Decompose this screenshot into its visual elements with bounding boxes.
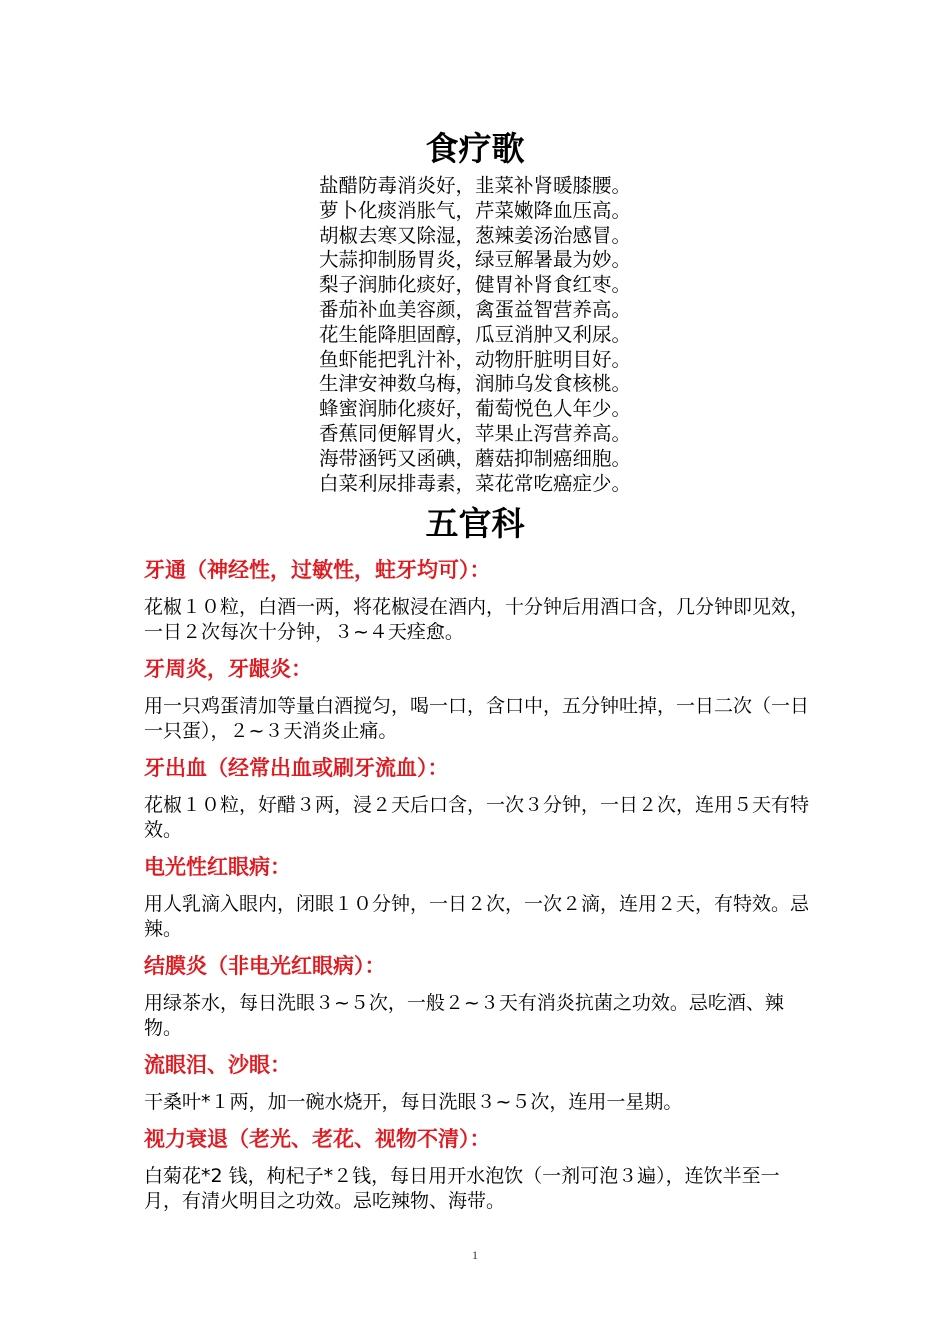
remedy-body: 干桑叶*１两，加一碗水烧开，每日洗眼３~５次，连用一星期。 bbox=[144, 1091, 683, 1113]
remedy-body: 用绿茶水，每日洗眼３~５次，一般２~３天有消炎抗菌之功效。忌吃酒、辣物。 bbox=[144, 992, 784, 1039]
poem-line: 梨子润肺化痰好，健胃补肾食红枣。 bbox=[318, 273, 631, 297]
remedy-entry bbox=[144, 951, 814, 1041]
page-number: 1 bbox=[472, 1248, 478, 1262]
poem-line: 大蒜抑制肠胃炎，绿豆解暑最为妙。 bbox=[318, 248, 631, 272]
remedy-entry bbox=[144, 654, 814, 744]
remedy-body: 用一只鸡蛋清加等量白酒搅匀，喝一口，含口中，五分钟吐掉，一日二次（一日一只蛋），２~３天消炎止痛。 bbox=[144, 695, 810, 742]
remedy-body: 花椒１０粒，白酒一两，将花椒浸在酒内，十分钟后用酒口含，几分钟即见效，一日２次每次十分钟，３~４天痊愈。 bbox=[144, 596, 810, 643]
remedy-heading: 结膜炎（非电光红眼病）： bbox=[144, 954, 386, 978]
remedy-heading: 牙出血（经常出血或刷牙流血）： bbox=[144, 756, 449, 780]
remedy-entry bbox=[144, 852, 814, 942]
food-therapy-poem bbox=[0, 174, 950, 496]
poem-line: 盐醋防毒消炎好，韭菜补肾暖膝腰。 bbox=[318, 174, 631, 197]
poem-line: 生津安神数乌梅，润肺乌发食核桃。 bbox=[318, 372, 631, 396]
remedy-entry bbox=[144, 1050, 814, 1115]
poem-line: 胡椒去寒又除湿，葱辣姜汤治感冒。 bbox=[318, 223, 631, 247]
remedy-heading: 电光性红眼病： bbox=[144, 855, 291, 879]
remedy-heading: 牙通（神经性，过敏性，蛀牙均可）： bbox=[144, 558, 491, 582]
remedy-entry bbox=[144, 753, 814, 843]
remedy-heading: 视力衰退（老光、老花、视物不清）： bbox=[144, 1127, 491, 1151]
remedy-body: 白菊花*2 钱，枸杞子*２钱，每日用开水泡饮（一剂可泡３遍），连饮半至一月，有清火明目之功效。忌吃辣物、海带。 bbox=[144, 1165, 780, 1212]
ent-remedies bbox=[144, 555, 814, 1223]
remedy-body: 用人乳滴入眼内，闭眼１０分钟，一日２次，一次２滴，连用２天，有特效。忌辣。 bbox=[144, 893, 810, 940]
remedy-body: 花椒１０粒，好醋３两，浸２天后口含，一次３分钟，一日２次，连用５天有特效。 bbox=[144, 794, 810, 841]
ent-section-title: 五官科 bbox=[425, 504, 525, 543]
poem-line: 鱼虾能把乳汁补，动物肝脏明目好。 bbox=[318, 347, 631, 371]
food-therapy-title: 食疗歌 bbox=[425, 129, 525, 168]
poem-line: 花生能降胆固醇，瓜豆消肿又利尿。 bbox=[318, 322, 631, 346]
remedy-heading: 流眼泪、沙眼： bbox=[144, 1053, 291, 1077]
remedy-entry bbox=[144, 1124, 814, 1214]
poem-line: 蜂蜜润肺化痰好，葡萄悦色人年少。 bbox=[318, 397, 631, 421]
poem-line: 白菜利尿排毒素，菜花常吃癌症少。 bbox=[318, 471, 631, 495]
poem-line: 海带涵钙又函碘，蘑菇抑制癌细胞。 bbox=[318, 446, 631, 470]
remedy-entry bbox=[144, 555, 814, 645]
poem-line: 萝卜化痰消胀气，芹菜嫩降血压高。 bbox=[318, 198, 631, 222]
poem-line: 番茄补血美容颜，禽蛋益智营养高。 bbox=[318, 297, 631, 321]
poem-line: 香蕉同便解胃火，苹果止泻营养高。 bbox=[318, 421, 631, 445]
remedy-heading: 牙周炎，牙龈炎： bbox=[144, 657, 312, 681]
